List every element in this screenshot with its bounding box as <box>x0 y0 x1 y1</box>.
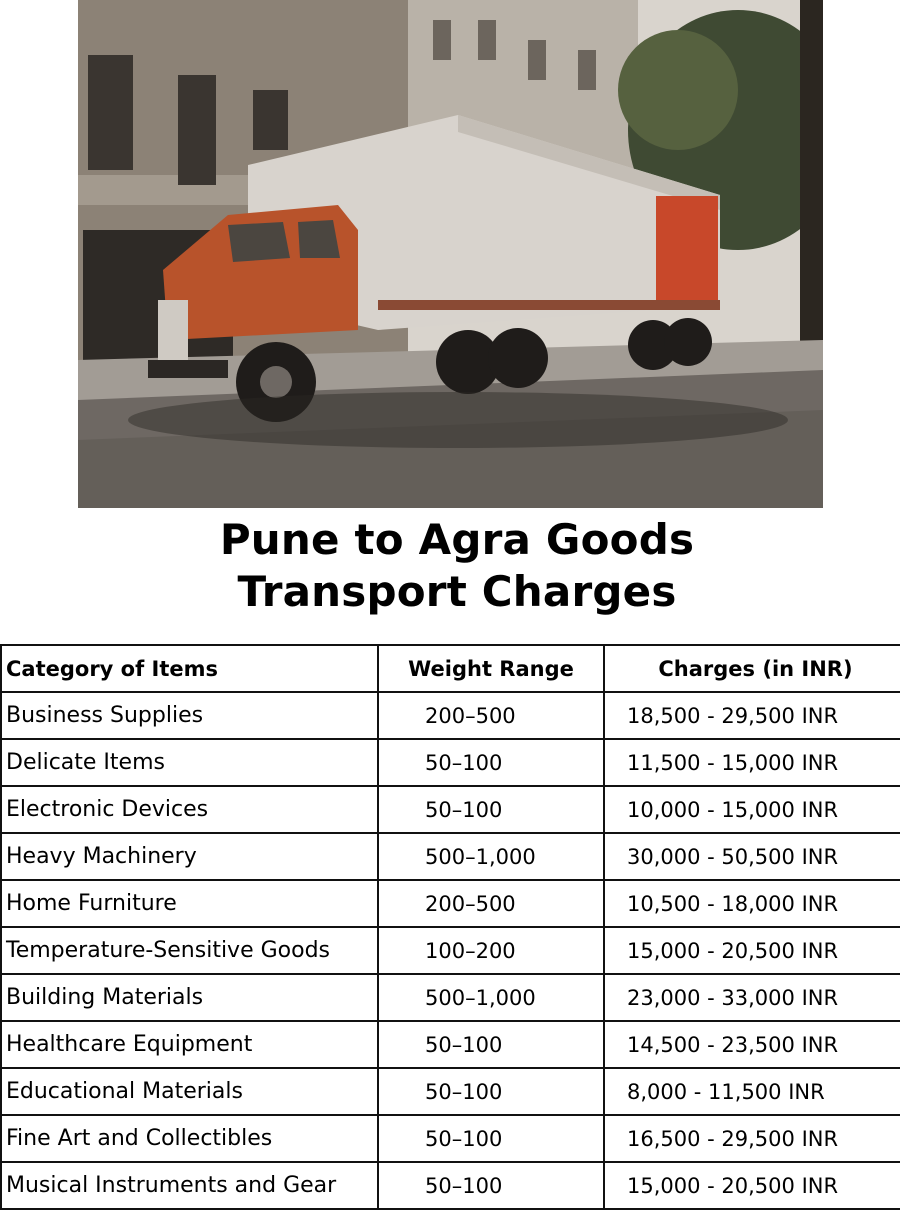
table-row <box>1 833 900 880</box>
cell-category: Healthcare Equipment <box>1 1021 378 1068</box>
table-header-row <box>1 645 900 692</box>
cell-charges: 10,000 - 15,000 INR <box>604 786 900 833</box>
table-row <box>1 974 900 1021</box>
cell-category: Home Furniture <box>1 880 378 927</box>
header-category: Category of Items <box>1 645 378 692</box>
cell-category: Heavy Machinery <box>1 833 378 880</box>
page-title <box>0 514 900 618</box>
table-row <box>1 927 900 974</box>
cell-charges: 30,000 - 50,500 INR <box>604 833 900 880</box>
table-row <box>1 880 900 927</box>
header-weight: Weight Range <box>378 645 604 692</box>
cell-weight: 200–500 <box>378 692 604 739</box>
title-line-2: Transport Charges <box>237 567 677 616</box>
cell-charges: 8,000 - 11,500 INR <box>604 1068 900 1115</box>
cell-charges: 16,500 - 29,500 INR <box>604 1115 900 1162</box>
cell-category: Educational Materials <box>1 1068 378 1115</box>
cell-weight: 50–100 <box>378 786 604 833</box>
cell-weight: 50–100 <box>378 739 604 786</box>
cell-weight: 50–100 <box>378 1162 604 1209</box>
cell-charges: 10,500 - 18,000 INR <box>604 880 900 927</box>
cell-category: Business Supplies <box>1 692 378 739</box>
cell-weight: 50–100 <box>378 1021 604 1068</box>
title-line-1: Pune to Agra Goods <box>219 515 695 564</box>
cell-charges: 11,500 - 15,000 INR <box>604 739 900 786</box>
cell-charges: 15,000 - 20,500 INR <box>604 1162 900 1209</box>
cell-weight: 50–100 <box>378 1115 604 1162</box>
cell-weight: 500–1,000 <box>378 833 604 880</box>
cell-category: Temperature-Sensitive Goods <box>1 927 378 974</box>
cell-category: Fine Art and Collectibles <box>1 1115 378 1162</box>
truck-photo <box>78 0 823 508</box>
cell-category: Musical Instruments and Gear <box>1 1162 378 1209</box>
table-row <box>1 739 900 786</box>
cell-charges: 14,500 - 23,500 INR <box>604 1021 900 1068</box>
table-row <box>1 692 900 739</box>
table-row <box>1 1021 900 1068</box>
cell-weight: 50–100 <box>378 1068 604 1115</box>
cell-weight: 200–500 <box>378 880 604 927</box>
cell-weight: 500–1,000 <box>378 974 604 1021</box>
charges-table <box>0 644 900 1210</box>
cell-category: Delicate Items <box>1 739 378 786</box>
cell-charges: 15,000 - 20,500 INR <box>604 927 900 974</box>
table-row <box>1 1115 900 1162</box>
table-row <box>1 1068 900 1115</box>
truck-illustration <box>78 0 823 508</box>
table-row <box>1 786 900 833</box>
cell-weight: 100–200 <box>378 927 604 974</box>
cell-charges: 23,000 - 33,000 INR <box>604 974 900 1021</box>
cell-category: Electronic Devices <box>1 786 378 833</box>
table-row <box>1 1162 900 1209</box>
cell-category: Building Materials <box>1 974 378 1021</box>
header-charges: Charges (in INR) <box>604 645 900 692</box>
cell-charges: 18,500 - 29,500 INR <box>604 692 900 739</box>
